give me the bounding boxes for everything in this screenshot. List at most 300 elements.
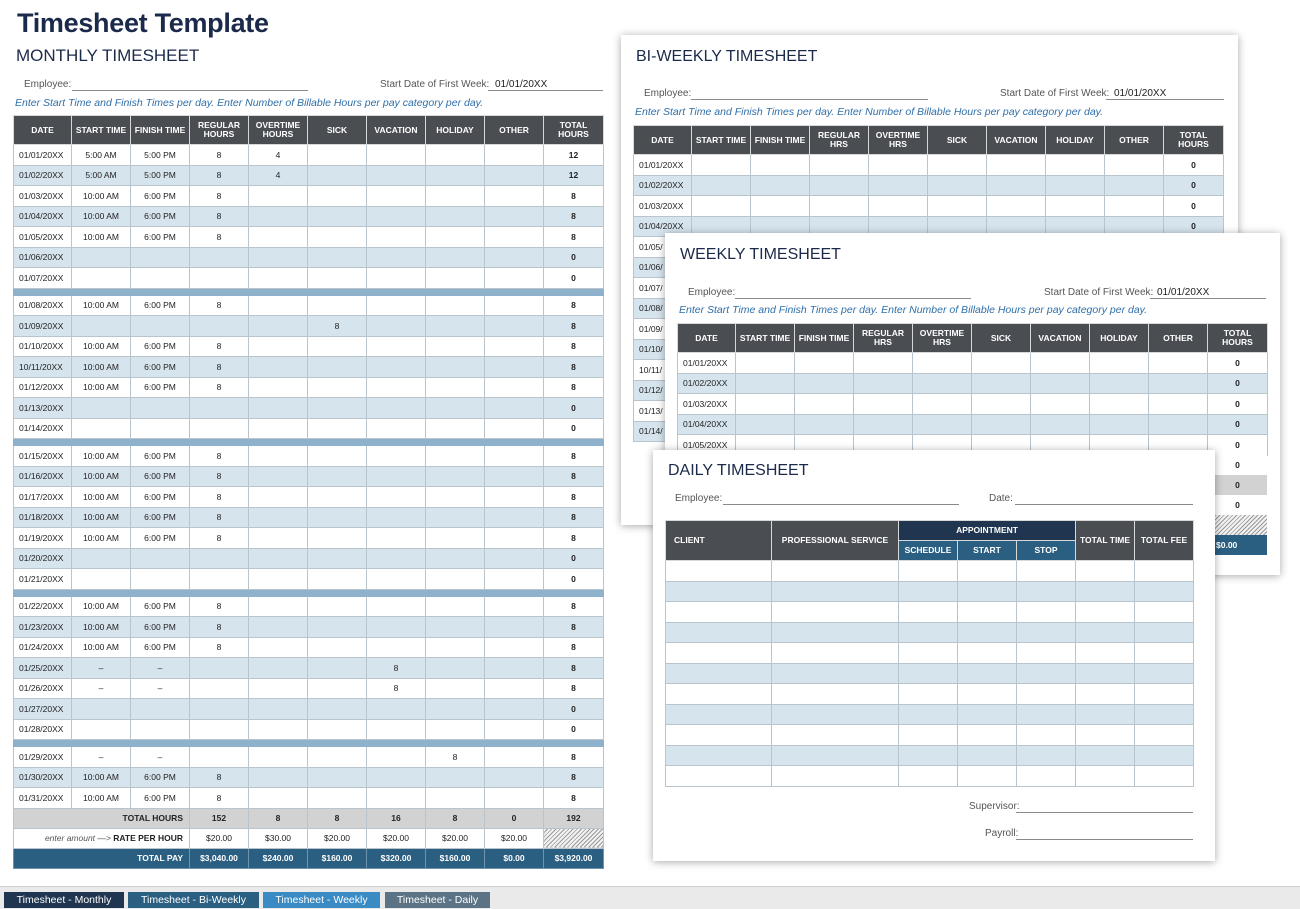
date-cell[interactable]: 01/23/20XX [14,617,72,638]
table-cell[interactable] [367,699,426,720]
table-cell[interactable] [190,569,249,590]
table-cell[interactable] [308,788,367,809]
table-cell[interactable] [190,658,249,679]
date-cell[interactable]: 01/17/20XX [14,487,72,508]
table-cell[interactable]: 8 [190,446,249,467]
table-cell[interactable] [899,643,958,664]
table-cell[interactable] [958,602,1017,623]
table-cell[interactable] [190,747,249,768]
table-cell[interactable] [485,446,544,467]
date-cell[interactable]: 01/09/ [634,319,692,340]
table-cell[interactable] [1135,704,1194,725]
daily-supervisor-field[interactable] [1016,812,1193,813]
date-cell[interactable]: 01/14/20XX [14,418,72,439]
table-cell[interactable] [666,704,772,725]
table-cell[interactable]: 8 [308,316,367,337]
table-cell[interactable] [249,617,308,638]
table-cell[interactable] [958,725,1017,746]
table-cell[interactable] [899,725,958,746]
table-cell[interactable] [1135,643,1194,664]
table-cell[interactable] [928,155,987,176]
daily-sheet[interactable] [653,450,1215,861]
table-cell[interactable] [1076,766,1135,787]
table-cell[interactable] [666,725,772,746]
table-cell[interactable] [426,767,485,788]
date-cell[interactable]: 01/04/20XX [634,216,692,237]
table-cell[interactable]: 6:00 PM [131,227,190,248]
table-cell[interactable] [131,247,190,268]
table-cell[interactable] [666,622,772,643]
table-cell[interactable]: 8 [426,747,485,768]
table-cell[interactable] [426,316,485,337]
table-cell[interactable] [485,658,544,679]
table-cell[interactable] [1135,766,1194,787]
table-cell[interactable] [772,745,899,766]
table-cell[interactable] [367,295,426,316]
table-cell[interactable]: 8 [190,186,249,207]
table-cell[interactable] [666,684,772,705]
table-cell[interactable] [485,699,544,720]
table-cell[interactable]: – [131,747,190,768]
table-cell[interactable] [426,699,485,720]
table-cell[interactable] [426,548,485,569]
table-cell[interactable] [72,699,131,720]
table-cell[interactable] [854,353,913,374]
table-cell[interactable] [1090,373,1149,394]
table-cell[interactable] [1046,175,1105,196]
table-cell[interactable] [249,747,308,768]
date-cell[interactable]: 01/31/20XX [14,788,72,809]
table-cell[interactable] [692,155,751,176]
table-cell[interactable] [249,658,308,679]
table-cell[interactable] [249,227,308,248]
table-cell[interactable]: 10:00 AM [72,336,131,357]
table-cell[interactable]: 8 [190,357,249,378]
biweekly-start-field[interactable] [1106,99,1224,100]
table-cell[interactable] [1017,684,1076,705]
table-cell[interactable] [1017,622,1076,643]
table-cell[interactable] [72,418,131,439]
table-cell[interactable]: 6:00 PM [131,186,190,207]
table-cell[interactable] [367,719,426,740]
biweekly-employee-field[interactable] [691,99,928,100]
table-cell[interactable] [190,699,249,720]
table-cell[interactable] [1046,155,1105,176]
table-cell[interactable] [426,398,485,419]
table-cell[interactable] [426,719,485,740]
date-cell[interactable]: 10/11/ [634,360,692,381]
table-cell[interactable] [426,247,485,268]
table-cell[interactable] [72,247,131,268]
table-cell[interactable] [426,617,485,638]
table-cell[interactable]: 10:00 AM [72,767,131,788]
table-cell[interactable]: 6:00 PM [131,295,190,316]
table-cell[interactable] [1105,175,1164,196]
table-cell[interactable] [666,643,772,664]
table-cell[interactable] [308,418,367,439]
table-cell[interactable] [367,206,426,227]
table-cell[interactable]: – [131,678,190,699]
table-cell[interactable] [485,398,544,419]
date-cell[interactable]: 01/01/20XX [634,155,692,176]
table-cell[interactable] [367,507,426,528]
table-cell[interactable] [308,336,367,357]
table-cell[interactable]: 6:00 PM [131,487,190,508]
date-cell[interactable]: 01/06/20XX [14,247,72,268]
date-cell[interactable]: 01/02/20XX [634,175,692,196]
table-cell[interactable] [958,766,1017,787]
table-cell[interactable] [131,398,190,419]
weekly-start-value[interactable]: 01/01/20XX [1157,287,1210,298]
table-cell[interactable] [190,268,249,289]
table-cell[interactable] [485,767,544,788]
table-cell[interactable] [485,637,544,658]
table-cell[interactable] [666,663,772,684]
table-cell[interactable]: 6:00 PM [131,336,190,357]
table-cell[interactable]: 8 [367,658,426,679]
table-cell[interactable] [736,373,795,394]
table-cell[interactable] [308,507,367,528]
table-cell[interactable] [308,528,367,549]
table-cell[interactable] [772,725,899,746]
table-cell[interactable] [751,155,810,176]
table-cell[interactable]: 8 [190,487,249,508]
table-cell[interactable] [899,766,958,787]
table-cell[interactable] [1135,581,1194,602]
monthly-start-value[interactable]: 01/01/20XX [495,79,548,90]
table-cell[interactable] [249,377,308,398]
table-cell[interactable] [485,678,544,699]
table-cell[interactable] [736,353,795,374]
weekly-start-field[interactable] [1150,298,1266,299]
table-cell[interactable] [367,186,426,207]
date-cell[interactable]: 01/05/20XX [14,227,72,248]
table-cell[interactable] [249,268,308,289]
table-cell[interactable] [249,186,308,207]
table-cell[interactable] [426,206,485,227]
table-cell[interactable] [899,684,958,705]
table-cell[interactable] [485,186,544,207]
table-cell[interactable] [485,206,544,227]
table-cell[interactable]: 8 [190,377,249,398]
table-cell[interactable] [899,602,958,623]
table-cell[interactable] [367,165,426,186]
table-cell[interactable] [485,418,544,439]
table-cell[interactable] [367,548,426,569]
table-cell[interactable]: 10:00 AM [72,637,131,658]
table-cell[interactable] [987,196,1046,217]
table-cell[interactable]: 6:00 PM [131,617,190,638]
table-cell[interactable] [751,196,810,217]
table-cell[interactable] [249,466,308,487]
table-cell[interactable]: 6:00 PM [131,377,190,398]
table-cell[interactable]: 5:00 PM [131,145,190,166]
table-cell[interactable]: 6:00 PM [131,507,190,528]
date-cell[interactable]: 10/11/20XX [14,357,72,378]
monthly-employee-field[interactable] [72,90,308,91]
table-cell[interactable]: 6:00 PM [131,596,190,617]
date-cell[interactable]: 01/21/20XX [14,569,72,590]
table-cell[interactable] [308,617,367,638]
table-cell[interactable] [1076,663,1135,684]
table-cell[interactable] [426,507,485,528]
table-cell[interactable] [308,678,367,699]
table-cell[interactable] [249,316,308,337]
table-cell[interactable] [426,658,485,679]
date-cell[interactable]: 01/28/20XX [14,719,72,740]
table-cell[interactable] [72,316,131,337]
table-cell[interactable]: 8 [190,767,249,788]
table-cell[interactable] [1017,725,1076,746]
table-cell[interactable] [72,268,131,289]
table-cell[interactable]: 8 [190,466,249,487]
date-cell[interactable]: 01/10/ [634,339,692,360]
table-cell[interactable]: 4 [249,165,308,186]
table-cell[interactable] [485,548,544,569]
table-cell[interactable]: 6:00 PM [131,528,190,549]
date-cell[interactable]: 01/13/20XX [14,398,72,419]
table-cell[interactable] [131,316,190,337]
table-cell[interactable] [308,548,367,569]
table-cell[interactable] [426,145,485,166]
table-cell[interactable]: – [72,747,131,768]
table-cell[interactable] [913,353,972,374]
table-cell[interactable] [772,663,899,684]
table-cell[interactable] [958,622,1017,643]
rate-regular[interactable]: $20.00 [190,828,249,848]
table-cell[interactable] [1017,561,1076,582]
table-cell[interactable]: 6:00 PM [131,206,190,227]
table-cell[interactable] [854,414,913,435]
table-cell[interactable] [367,145,426,166]
table-cell[interactable] [308,295,367,316]
table-cell[interactable] [426,418,485,439]
table-cell[interactable] [308,767,367,788]
table-cell[interactable] [485,145,544,166]
table-cell[interactable]: 8 [190,227,249,248]
table-cell[interactable] [1135,622,1194,643]
table-cell[interactable] [426,466,485,487]
table-cell[interactable] [367,569,426,590]
table-cell[interactable] [190,418,249,439]
table-cell[interactable] [1017,663,1076,684]
table-cell[interactable] [1031,353,1090,374]
table-cell[interactable] [367,227,426,248]
table-cell[interactable]: 5:00 AM [72,165,131,186]
table-cell[interactable]: 6:00 PM [131,637,190,658]
table-cell[interactable]: 8 [190,507,249,528]
table-cell[interactable] [308,699,367,720]
table-cell[interactable] [485,295,544,316]
table-cell[interactable] [249,336,308,357]
table-cell[interactable] [131,569,190,590]
table-cell[interactable]: 8 [190,145,249,166]
table-cell[interactable] [1031,394,1090,415]
date-cell[interactable]: 01/12/20XX [14,377,72,398]
table-cell[interactable] [72,398,131,419]
table-cell[interactable] [958,663,1017,684]
table-cell[interactable] [367,247,426,268]
table-cell[interactable] [1135,725,1194,746]
date-cell[interactable]: 01/08/20XX [14,295,72,316]
table-cell[interactable] [308,206,367,227]
rate-sick[interactable]: $20.00 [308,828,367,848]
table-cell[interactable] [972,353,1031,374]
table-cell[interactable] [367,466,426,487]
table-cell[interactable] [308,227,367,248]
table-cell[interactable] [249,418,308,439]
table-cell[interactable] [367,747,426,768]
table-cell[interactable] [308,446,367,467]
table-cell[interactable] [249,507,308,528]
date-cell[interactable]: 01/03/20XX [14,186,72,207]
date-cell[interactable]: 01/09/20XX [14,316,72,337]
table-cell[interactable]: 8 [190,788,249,809]
table-cell[interactable] [1076,622,1135,643]
table-cell[interactable] [1076,684,1135,705]
table-cell[interactable] [1017,766,1076,787]
table-cell[interactable] [1076,602,1135,623]
table-cell[interactable] [1135,663,1194,684]
table-cell[interactable] [426,295,485,316]
date-cell[interactable]: 01/19/20XX [14,528,72,549]
table-cell[interactable] [249,788,308,809]
table-cell[interactable] [736,414,795,435]
table-cell[interactable] [426,446,485,467]
table-cell[interactable]: 10:00 AM [72,507,131,528]
tab-timesheet-monthly[interactable]: Timesheet - Monthly [4,892,124,908]
table-cell[interactable] [485,165,544,186]
table-cell[interactable] [1076,704,1135,725]
table-cell[interactable] [249,596,308,617]
table-cell[interactable] [1031,373,1090,394]
table-cell[interactable] [485,487,544,508]
table-cell[interactable] [249,767,308,788]
table-cell[interactable] [810,155,869,176]
table-cell[interactable] [772,766,899,787]
table-cell[interactable]: 10:00 AM [72,446,131,467]
date-cell[interactable]: 01/22/20XX [14,596,72,617]
table-cell[interactable] [249,699,308,720]
daily-employee-field[interactable] [723,504,959,505]
table-cell[interactable] [131,719,190,740]
table-cell[interactable] [485,788,544,809]
table-cell[interactable] [367,418,426,439]
table-cell[interactable] [485,528,544,549]
table-cell[interactable] [1135,561,1194,582]
table-cell[interactable] [899,561,958,582]
table-cell[interactable] [869,155,928,176]
table-cell[interactable] [795,414,854,435]
table-cell[interactable] [367,268,426,289]
date-cell[interactable]: 01/04/20XX [678,414,736,435]
table-cell[interactable] [249,637,308,658]
table-cell[interactable] [1076,643,1135,664]
table-cell[interactable] [367,528,426,549]
table-cell[interactable] [1017,704,1076,725]
table-cell[interactable] [367,617,426,638]
table-cell[interactable] [736,394,795,415]
rate-other[interactable]: $20.00 [485,828,544,848]
daily-date-field[interactable] [1015,504,1193,505]
table-cell[interactable]: 8 [190,637,249,658]
table-cell[interactable] [367,357,426,378]
table-cell[interactable] [367,446,426,467]
date-cell[interactable]: 01/10/20XX [14,336,72,357]
table-cell[interactable] [899,581,958,602]
table-cell[interactable] [485,377,544,398]
table-cell[interactable] [692,175,751,196]
table-cell[interactable] [308,398,367,419]
table-cell[interactable] [1135,602,1194,623]
table-cell[interactable] [666,581,772,602]
table-cell[interactable] [899,745,958,766]
table-cell[interactable]: 10:00 AM [72,206,131,227]
table-cell[interactable] [72,719,131,740]
table-cell[interactable] [485,507,544,528]
table-cell[interactable]: 10:00 AM [72,466,131,487]
table-cell[interactable] [190,719,249,740]
date-cell[interactable]: 01/06/ [634,257,692,278]
table-cell[interactable] [367,316,426,337]
table-cell[interactable]: 6:00 PM [131,446,190,467]
table-cell[interactable] [772,561,899,582]
table-cell[interactable] [1017,643,1076,664]
table-cell[interactable] [913,373,972,394]
table-cell[interactable] [249,569,308,590]
table-cell[interactable] [426,268,485,289]
table-cell[interactable] [485,357,544,378]
date-cell[interactable]: 01/03/20XX [634,196,692,217]
date-cell[interactable]: 01/01/20XX [678,353,736,374]
table-cell[interactable] [367,398,426,419]
table-cell[interactable] [131,548,190,569]
table-cell[interactable] [426,569,485,590]
table-cell[interactable] [869,196,928,217]
date-cell[interactable]: 01/29/20XX [14,747,72,768]
table-cell[interactable] [1031,414,1090,435]
date-cell[interactable]: 01/26/20XX [14,678,72,699]
table-cell[interactable] [899,622,958,643]
table-cell[interactable] [666,745,772,766]
date-cell[interactable]: 01/14/ [634,421,692,442]
date-cell[interactable]: 01/07/20XX [14,268,72,289]
table-cell[interactable]: 8 [190,295,249,316]
daily-payroll-field[interactable] [1016,839,1193,840]
table-cell[interactable] [958,581,1017,602]
table-cell[interactable] [308,487,367,508]
table-cell[interactable] [1076,725,1135,746]
table-cell[interactable] [190,398,249,419]
table-cell[interactable] [249,295,308,316]
table-cell[interactable] [666,602,772,623]
rate-holiday[interactable]: $20.00 [426,828,485,848]
table-cell[interactable] [854,394,913,415]
table-cell[interactable] [249,548,308,569]
table-cell[interactable]: 5:00 AM [72,145,131,166]
table-cell[interactable] [131,699,190,720]
table-cell[interactable] [1135,684,1194,705]
table-cell[interactable] [308,719,367,740]
table-cell[interactable] [972,394,1031,415]
table-cell[interactable] [772,704,899,725]
table-cell[interactable] [1105,155,1164,176]
table-cell[interactable]: 8 [190,336,249,357]
date-cell[interactable]: 01/16/20XX [14,466,72,487]
table-cell[interactable] [1017,581,1076,602]
table-cell[interactable] [190,247,249,268]
date-cell[interactable]: 01/05/20XX [678,435,736,456]
